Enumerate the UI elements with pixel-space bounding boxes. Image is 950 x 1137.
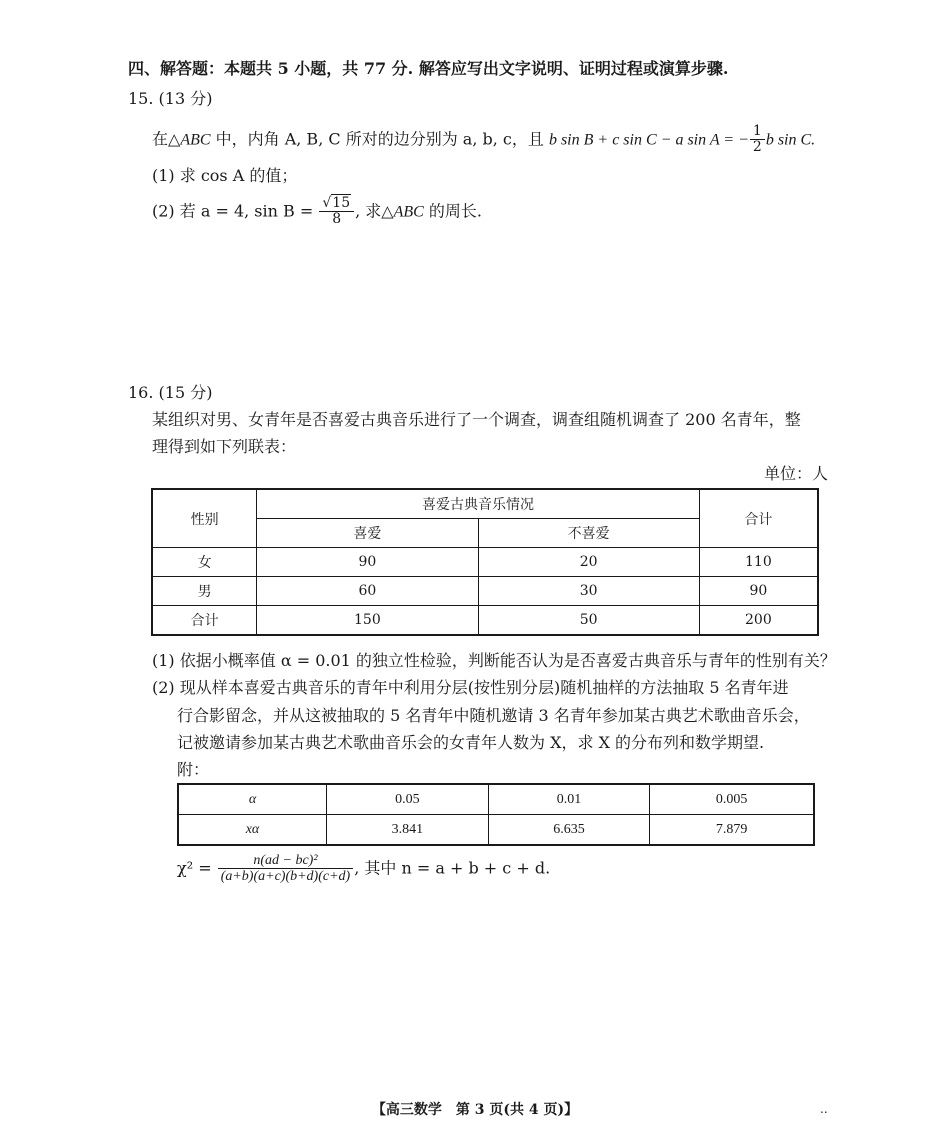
cell-like: 150 (257, 606, 478, 636)
formula-rhs: , 其中 n = a + b + c + d. (354, 858, 551, 878)
q15-stem (152, 124, 815, 156)
q16-appendix: 附： (177, 760, 210, 779)
row-label: 合计 (152, 606, 257, 636)
page-footer: 【高三数学 第 3 页(共 4 页)】 (371, 1102, 579, 1118)
header-like: 喜爱 (257, 519, 478, 548)
cell-dislike: 20 (478, 548, 699, 577)
q15-part2 (152, 196, 482, 228)
x-alpha-row (178, 815, 814, 846)
header-gender: 性别 (152, 489, 257, 548)
alpha-value: 0.005 (650, 784, 814, 815)
contingency-table (151, 488, 819, 636)
table-row (152, 577, 818, 606)
q16-header: 16. (15 分) (128, 383, 213, 402)
cell-dislike: 50 (478, 606, 699, 636)
q16-unit: 单位：人 (764, 464, 829, 483)
q16-part2-line3: 记被邀请参加某古典艺术歌曲音乐会的女青年人数为 X，求 X 的分布列和数学期望. (177, 733, 765, 752)
q15-sqrt-value: 15 (332, 195, 351, 211)
formula-fraction (218, 853, 354, 885)
x-alpha-label: xα (178, 815, 327, 846)
q15-stem-eq: b sin B + c sin C − a sin A = − (548, 131, 749, 149)
corner-mark: .. (820, 1102, 828, 1116)
q16-part1: (1) 依据小概率值 α = 0.01 的独立性检验，判断能否认为是否喜爱古典音乐与青年的性别有关？ (152, 651, 836, 670)
q15-part2-end: 的周长. (423, 201, 483, 221)
formula-lhs: χ² = (177, 858, 217, 878)
alpha-label: α (178, 784, 327, 815)
row-label: 男 (152, 577, 257, 606)
row-label: 女 (152, 548, 257, 577)
alpha-value: 0.05 (327, 784, 489, 815)
q15-part1: (1) 求 cos A 的值； (152, 166, 298, 185)
q16-stem-line1: 某组织对男、女青年是否喜爱古典音乐进行了一个调查，调查组随机调查了 200 名青年，整 (152, 410, 801, 429)
header-dislike: 不喜爱 (478, 519, 699, 548)
q16-part2-line1: (2) 现从样本喜爱古典音乐的青年中利用分层(按性别分层)随机抽样的方法抽取 5 名青年进 (152, 678, 789, 697)
cell-total: 90 (699, 577, 818, 606)
q15-stem-end: b sin C. (765, 131, 816, 149)
q16-part2-line2: 行合影留念，并从这被抽取的 5 名青年中随机邀请 3 名青年参加某古典艺术歌曲音乐会， (177, 706, 810, 725)
cell-total: 110 (699, 548, 818, 577)
section-title: 四、解答题：本题共 5 小题，共 77 分. 解答应写出文字说明、证明过程或演算步骤. (128, 59, 729, 78)
q15-stem-abc: ABC (180, 131, 211, 149)
table-row (152, 548, 818, 577)
x-alpha-value: 7.879 (650, 815, 814, 846)
q15-part2-prefix: (2) 若 a = 4, sin B = (152, 201, 319, 221)
q15-frac-den: 2 (752, 139, 762, 156)
q15-part2-abc: ABC (393, 203, 424, 221)
alpha-row (178, 784, 814, 815)
cell-total: 200 (699, 606, 818, 636)
q15-part2-mid: , 求△ (355, 201, 394, 221)
header-total: 合计 (699, 489, 818, 548)
cell-like: 60 (257, 577, 478, 606)
formula-denominator: (a+b)(a+c)(b+d)(c+d) (220, 869, 351, 885)
chi-square-formula (177, 853, 550, 885)
q15-sqrt-num: √15 (319, 196, 354, 212)
q15-sinb-fraction (319, 196, 354, 228)
header-group: 喜爱古典音乐情况 (257, 489, 700, 519)
q15-frac-num: 1 (750, 124, 765, 140)
x-alpha-value: 6.635 (488, 815, 650, 846)
table-row (152, 606, 818, 636)
cell-dislike: 30 (478, 577, 699, 606)
table-header-row (152, 489, 818, 519)
formula-numerator: n(ad − bc)² (218, 853, 354, 869)
alpha-value: 0.01 (488, 784, 650, 815)
q15-half-fraction (750, 124, 765, 156)
critical-value-table (177, 783, 815, 846)
q15-header: 15. (13 分) (128, 89, 213, 108)
q15-stem-prefix: 在△ (152, 129, 181, 149)
q16-stem-line2: 理得到如下列联表： (152, 437, 297, 456)
q15-stem-mid: 中，内角 A, B, C 所对的边分别为 a, b, c，且 (210, 129, 549, 149)
x-alpha-value: 3.841 (327, 815, 489, 846)
cell-like: 90 (257, 548, 478, 577)
q15-part2-den: 8 (332, 211, 342, 228)
